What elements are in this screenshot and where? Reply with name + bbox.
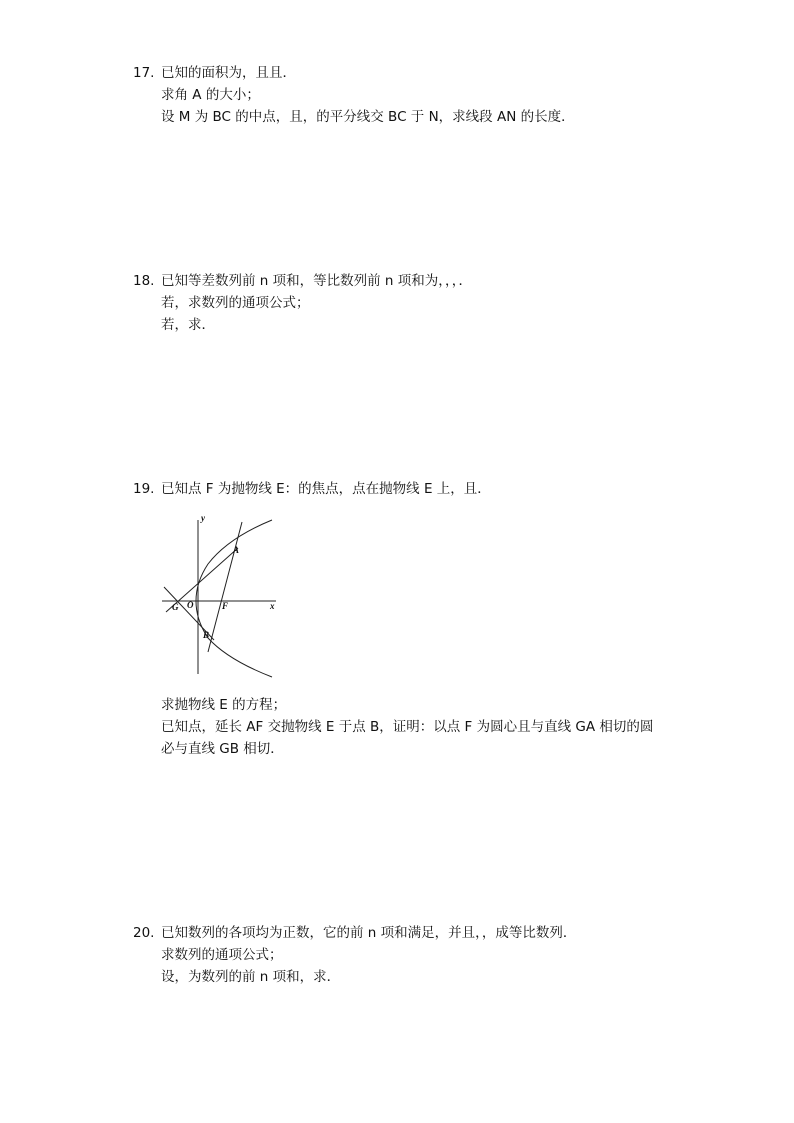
x-axis-label: x (270, 601, 275, 611)
problem-stem: 已知点 F 为抛物线 E：的焦点，点在抛物线 E 上，且． (161, 481, 491, 497)
problem-stem: 已知等差数列前 n 项和，等比数列前 n 项和为，，，． (161, 273, 473, 289)
problem-number: 18. (133, 273, 155, 289)
question-part-2: 设 M 为 BC 的中点，且，的平分线交 BC 于 N，求线段 AN 的长度． (161, 109, 575, 125)
problem-number: 19. (133, 481, 155, 497)
point-b-label: B (203, 630, 210, 640)
problem-stem: 已知的面积为，且且． (161, 65, 296, 81)
problem-stem: 已知数列的各项均为正数，它的前 n 项和满足，并且，，成等比数列． (161, 925, 577, 941)
question-part-1: 若，求数列的通项公式； (161, 295, 310, 311)
problem-number: 17. (133, 65, 155, 81)
question-part-1: 求抛物线 E 的方程； (161, 697, 287, 713)
point-f-label: F (222, 601, 229, 611)
question-part-2-cont: 必与直线 GB 相切． (161, 741, 284, 757)
question-part-2: 设，为数列的前 n 项和，求． (161, 969, 341, 985)
parabola-figure (160, 512, 280, 680)
point-o-label: O (187, 600, 194, 610)
question-part-1: 求数列的通项公式； (161, 947, 283, 963)
point-a-label: A (233, 545, 240, 555)
question-part-2: 若，求． (161, 317, 215, 333)
line-ab (208, 522, 242, 652)
question-part-1: 求角 A 的大小； (161, 87, 260, 103)
question-part-2: 已知点，延长 AF 交抛物线 E 于点 B，证明：以点 F 为圆心且与直线 GA 相切的圆 (161, 719, 654, 735)
point-g-label: G (172, 602, 179, 612)
parabola-curve (196, 520, 272, 677)
problem-number: 20. (133, 925, 155, 941)
y-axis-label: y (201, 513, 205, 523)
